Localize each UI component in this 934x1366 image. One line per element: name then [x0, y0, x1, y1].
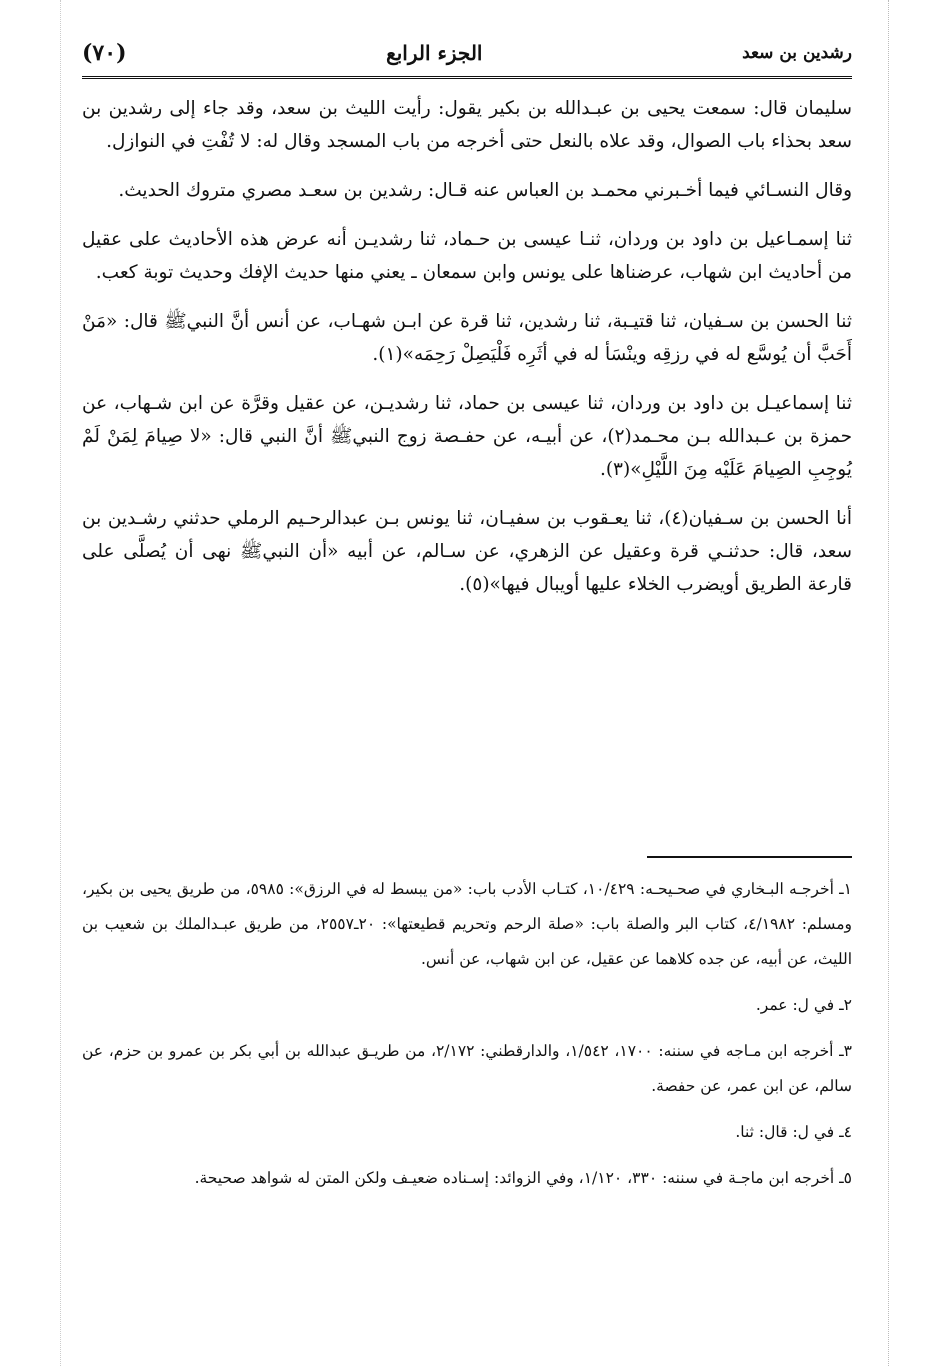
footnote: ٢ـ في ل: عمر.	[755, 996, 852, 1014]
page-number: (٧٠)	[82, 40, 127, 66]
footnote-divider	[647, 856, 852, 858]
paragraph: ثنا إسمـاعيل بن داود بن وردان، ثنـا عيسى بن حـماد، ثنا رشديـن أنه عرض هذه الأحاديث على عقيل من أحاديث ابن شهاب، عرضناها على يونس وابن سمعان ـ يعني منها حديث الإفك وحديث توبة كعب.	[82, 229, 852, 283]
page-edge-left	[60, 0, 61, 1366]
part-title: الجزء الرابع	[386, 41, 483, 65]
page-edge-right	[888, 0, 889, 1366]
paragraph: أنا الحسن بن سـفيان(٤)، ثنا يعـقوب بن سفيـان، ثنا يونس بـن عبدالرحـيم الرملي حدثني رشـدين بن سعد، قال: حدثنـي قرة وعقيل عن الزهري، عن سـالم، عن أبيه «أن النبيﷺ نهى أن يُصلَّى على قارعة الطريق أويضرب الخلاء عليها أويبال فيها»(٥).	[82, 508, 853, 595]
footnote: ٣ـ أخرجه ابن مـاجه في سننه: ١٧٠٠، ١/٥٤٢، والدارقطني: ٢/١٧٢، من طريـق عبدالله بن أبي بكر بن عمرو بن حزم، عن سالم، عن ابن عمر، عن حفصة.	[82, 1042, 852, 1095]
footnote: ٤ـ في ل: قال: ثنا.	[735, 1123, 852, 1141]
footnote: ١ـ أخرجـه البـخاري في صحـيحـه: ١٠/٤٢٩، كتـاب الأدب باب: «من يبسط له في الرزق»: ٥٩٨٥، من طريق يحيى بن بكير، ومسلم: ٤/١٩٨٢، كتاب البر والصلة باب: «صلة الرحم وتحريم قطيعتها»: ٢٠ـ٢٥٥٧، من طريق عبـدالملك بن شعيب بن الليث، عن أبيه، عن جده كلاهما عن عقيل، عن ابن شهاب، عن أنس.	[82, 880, 853, 968]
paragraph: وقال النسـائي فيما أخـبرني محمـد بن العباس عنه قـال: رشدين بن سعـد مصري متروك الحديث.	[118, 180, 852, 201]
footnote: ٥ـ أخرجه ابن ماجـة في سننه: ٣٣٠، ١/١٢٠، وفي الزوائد: إسـناده ضعيـف ولكن المتن له شواهد صحيحة.	[194, 1169, 852, 1187]
paragraph: ثنا إسماعيـل بن داود بن وردان، ثنا عيسى بن حماد، ثنا رشديـن، عن عقيل وقرَّة عن ابن شـهاب، عن حمزة بن عـبدالله بـن محـمد(٢)، عن أبيـه، عن حفـصة زوج النبيﷺ أنَّ النبي قال: «لا صِيامَ لِمَنْ لَمْ يُوجِبِ الصِيامَ عَلَيْه مِنَ اللَّيْلِ»(٣).	[82, 393, 852, 480]
running-head-name: رشدين بن سعد	[742, 43, 852, 63]
paragraph: سليمان قال: سمعت يحيى بن عبـدالله بن بكير يقول: رأيت الليث بن سعد، وقد جاء إلى رشدين بن سعد بحذاء باب الصوال، وقد علاه بالنعل حتى أخرجه من باب المسجد وقال له: لا تُفْتِ في النوازل.	[82, 98, 852, 152]
footnotes	[82, 872, 852, 1207]
paragraph: ثنا الحسن بن سـفيان، ثنا قتيـبة، ثنا رشدين، ثنا قرة عن ابـن شهـاب، عن أنس أنَّ النبيﷺ قال: «مَنْ أَحَبَّ أن يُوسَّع له في رزقِه وينْسَأ له في أثَرِه فَلْيَصِلْ رَحِمَه»(١).	[82, 311, 852, 365]
main-text	[82, 92, 852, 617]
page-header	[82, 30, 852, 79]
